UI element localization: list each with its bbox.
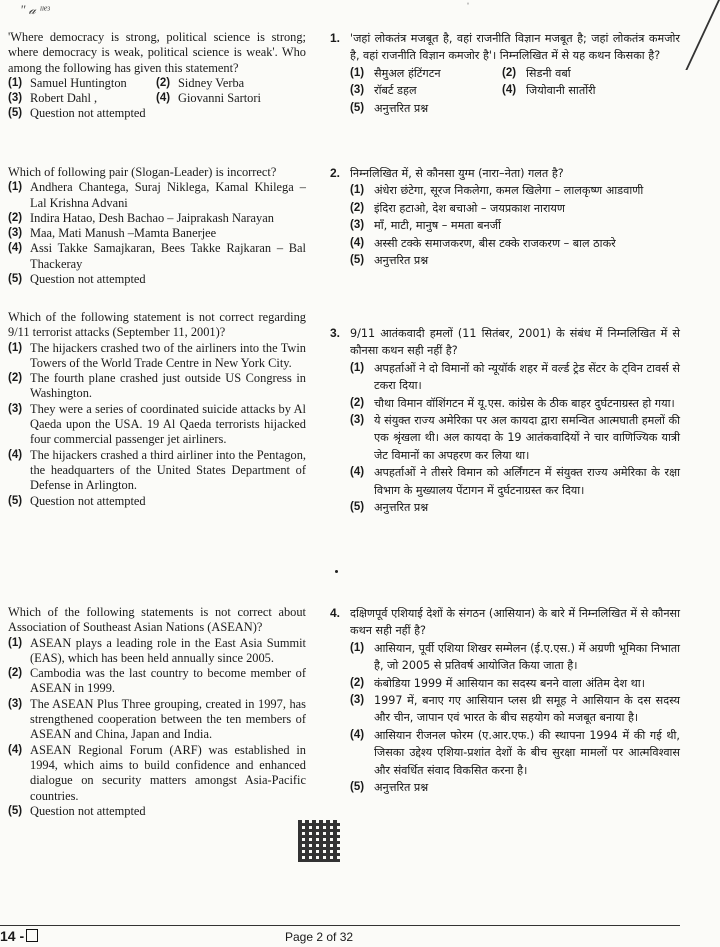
option-text: आसियान, पूर्वी एशिया शिखर सम्मेलन (ई.ए.एस.) में अग्रणी भूमिका निभाता है, जो 2005 से प्रतिवर्ष आयोजित किया जाता है।	[374, 641, 680, 673]
option-text: Question not attempted	[30, 272, 146, 287]
question-text: Which of the following statements is not correct about Association of Southeast Asian Nations (ASEAN)?	[8, 605, 306, 635]
question-number: 1.	[330, 31, 341, 45]
answer-option	[8, 636, 306, 667]
options-list	[350, 360, 680, 517]
answer-option	[8, 341, 306, 372]
option-text: Question not attempted	[30, 106, 146, 121]
options-list	[350, 640, 680, 797]
answer-option	[8, 241, 306, 272]
question-block	[330, 605, 680, 796]
answer-option	[8, 666, 306, 697]
question-number: 2.	[330, 166, 341, 180]
option-text: चौथा विमान वॉशिंगटन में यू.एस. कांग्रेस के ठीक बाहर दुर्घटनाग्रस्त हो गया।	[374, 396, 675, 410]
page-number: 14 -	[0, 928, 38, 944]
speck	[335, 570, 338, 573]
option-number: (1)	[350, 641, 365, 654]
option-number: (5)	[350, 254, 365, 267]
option-text: अपहर्ताओं ने तीसरे विमान को अर्लिंगटन में संयुक्त राज्य अमेरिका के रक्षा विभाग के मुख्यालय पेंटागन में दुर्घटनाग्रस्त कर दिया।	[374, 466, 680, 497]
answer-option	[350, 640, 680, 675]
answer-option	[350, 252, 680, 269]
option-text: The fourth plane crashed just outside US Congress in Washington.	[30, 371, 306, 401]
option-number: (5)	[350, 781, 365, 794]
options-list	[8, 180, 306, 287]
question-block	[8, 310, 306, 509]
answer-option	[350, 395, 680, 412]
option-number: (1)	[350, 184, 365, 197]
option-number: (2)	[350, 676, 365, 689]
option-number: (5)	[8, 494, 23, 507]
option-text: अनुत्तरित प्रश्न	[374, 254, 429, 268]
option-number: (4)	[350, 728, 365, 741]
option-text: The hijackers crashed a third airliner into the Pentagon, the headquarters of the United States Department of Defense in Arlington.	[30, 447, 306, 493]
answer-option	[350, 100, 680, 117]
option-number: (3)	[8, 92, 23, 105]
answer-option	[8, 106, 306, 121]
answer-option	[8, 226, 306, 241]
answer-option	[350, 779, 680, 796]
option-number: (4)	[8, 242, 23, 255]
answer-option	[8, 91, 156, 106]
option-number: (4)	[156, 92, 171, 105]
option-number: (2)	[8, 372, 23, 385]
option-text: ये संयुक्त राज्य अमेरिका पर अल कायदा द्वारा समन्वित आत्मघाती हमलों की एक श्रृंखला थी। अल कायदा के 19 आतंकवादियों ने चार वाणिज्यिक यात्री जेट विमानों का अपहरण कर लिया था।	[374, 414, 680, 462]
option-text: Samuel Huntington	[30, 75, 127, 90]
option-text: जियोवानी सार्तोरी	[526, 84, 596, 98]
option-text: Question not attempted	[30, 803, 146, 818]
option-number: (3)	[350, 694, 365, 707]
option-number: (4)	[8, 448, 23, 461]
answer-option	[8, 371, 306, 402]
answer-option	[8, 76, 156, 91]
option-text: Cambodia was the last country to become member of ASEAN in 1999.	[30, 666, 306, 696]
option-text: अनुत्तरित प्रश्न	[374, 781, 429, 795]
option-text: Indira Hatao, Desh Bachao – Jaiprakash Narayan	[30, 210, 274, 225]
answer-option	[8, 211, 306, 226]
stray-mark: ˈ	[466, 0, 470, 14]
option-number: (2)	[156, 76, 171, 89]
option-number: (4)	[502, 84, 517, 97]
option-number: (5)	[350, 501, 365, 514]
option-number: (2)	[350, 396, 365, 409]
option-text: माँ, माटी, मानुष – ममता बनर्जी	[374, 219, 501, 233]
answer-option	[350, 217, 680, 234]
question-block	[330, 325, 680, 516]
option-text: सैमुअल हंटिंगटन	[374, 66, 441, 80]
answer-option	[350, 82, 502, 99]
answer-option	[350, 727, 680, 779]
option-text: The hijackers crashed two of the airliners into the Twin Towers of the World Trade Centre in New York City.	[30, 340, 306, 370]
option-number: (3)	[350, 414, 365, 427]
option-text: 1997 में, बनाए गए आसियान प्लस थ्री समूह ने आसियान के दस सदस्य और चीन, जापान एवं भारत के बीच सहयोग को मजबूत बनाया है।	[374, 694, 680, 725]
option-number: (3)	[8, 697, 23, 710]
answer-option	[350, 182, 680, 199]
option-number: (2)	[8, 211, 23, 224]
option-text: Maa, Mati Manush –Mamta Banerjee	[30, 226, 217, 241]
option-number: (1)	[8, 636, 23, 649]
option-number: (2)	[8, 667, 23, 680]
barcode-box-icon	[26, 929, 38, 942]
answer-option	[350, 360, 680, 395]
option-text: Assi Takke Samajkaran, Bees Takke Rajkaran – Bal Thackeray	[30, 241, 306, 271]
option-text: ASEAN Regional Forum (ARF) was established in 1994, which aims to build confidence and enhanced dialogue on security matters amongst Asia-Pacific countries.	[30, 742, 306, 803]
page-footer	[0, 925, 720, 947]
option-number: (2)	[502, 66, 517, 79]
option-text: अस्सी टक्के समाजकरण, बीस टक्के राजकरण – बाल ठाकरे	[374, 236, 616, 250]
answer-option	[8, 448, 306, 494]
question-block	[8, 165, 306, 287]
footer-rule	[0, 925, 680, 926]
answer-option	[8, 494, 306, 509]
question-text: 9/11 आतंकवादी हमलों (11 सितंबर, 2001) के संबंध में निम्नलिखित में से कौनसा कथन सही नहीं है?	[350, 327, 680, 358]
option-text: अनुत्तरित प्रश्न	[374, 101, 429, 115]
option-number: (1)	[8, 76, 23, 89]
answer-option	[8, 697, 306, 743]
question-text: 'जहां लोकतंत्र मजबूत है, वहां राजनीति विज्ञान मजबूत है; जहां लोकतंत्र कमजोर है, वहां राजनीति विज्ञान कमजोर है'। निम्नलिखित में से यह कथन किसका है?	[350, 32, 680, 63]
option-text: अनुत्तरित प्रश्न	[374, 501, 429, 515]
option-number: (5)	[8, 804, 23, 817]
question-text: 'Where democracy is strong, political science is strong; where democracy is weak, political science is weak'. Who among the following has given this statement?	[8, 30, 306, 75]
question-number: 4.	[330, 606, 341, 620]
option-text: The ASEAN Plus Three grouping, created in 1997, has strengthened cooperation between the ten members of ASEAN and China, Japan and India.	[30, 696, 306, 742]
page-count: Page 2 of 32	[285, 930, 354, 944]
answer-option	[8, 272, 306, 287]
answer-option	[350, 235, 680, 252]
handwritten-scribble: ʺ 𝒶 ᶦᶦᵉᵌ	[20, 2, 50, 17]
question-text: दक्षिणपूर्व एशियाई देशों के संगठन (आसियान) के बारे में निम्नलिखित में से कौनसा कथन सही नहीं है?	[350, 607, 680, 638]
option-text: इंदिरा हटाओ, देश बचाओ – जयप्रकाश नारायण	[374, 201, 566, 215]
answer-option	[502, 82, 680, 99]
answer-option	[8, 180, 306, 211]
option-number: (5)	[8, 273, 23, 286]
answer-option	[350, 675, 680, 692]
options-list	[350, 65, 680, 117]
option-text: अंधेरा छंटेगा, सूरज निकलेगा, कमल खिलेगा – लालकृष्ण आडवाणी	[374, 184, 644, 198]
options-list	[350, 182, 680, 269]
option-text: अपहर्ताओं ने दो विमानों को न्यूयॉर्क शहर में वर्ल्ड ट्रेड सेंटर के ट्विन टावर्स से टकरा दिया।	[374, 361, 680, 393]
option-text: Andhera Chantega, Suraj Niklega, Kamal Khilega – Lal Krishna Advani	[30, 180, 306, 210]
answer-option	[8, 402, 306, 448]
answer-option	[350, 65, 502, 82]
options-list	[8, 341, 306, 509]
option-number: (1)	[8, 181, 23, 194]
answer-option	[156, 91, 306, 106]
question-text: निम्नलिखित में, से कौनसा युग्म (नारा–नेता) गलत है?	[350, 167, 564, 180]
options-list	[8, 76, 306, 122]
answer-option	[502, 65, 680, 82]
option-number: (5)	[8, 107, 23, 120]
option-text: Giovanni Sartori	[178, 91, 261, 106]
question-block	[8, 605, 306, 819]
option-text: ASEAN plays a leading role in the East Asia Summit (EAS), which has been held annually since 2005.	[30, 635, 306, 665]
option-number: (2)	[350, 201, 365, 214]
option-text: They were a series of coordinated suicide attacks by Al Qaeda upon the USA. 19 Al Qaeda terrorists hijacked four commercial passenger jet airliners.	[30, 401, 306, 447]
option-number: (1)	[350, 361, 365, 374]
option-number: (1)	[8, 341, 23, 354]
option-number: (3)	[8, 402, 23, 415]
question-text: Which of following pair (Slogan-Leader) is incorrect?	[8, 165, 277, 179]
qr-code-icon	[298, 820, 340, 862]
question-block	[8, 30, 306, 122]
option-text: कंबोडिया 1999 में आसियान का सदस्य बनने वाला अंतिम देश था।	[374, 676, 645, 690]
option-number: (4)	[350, 236, 365, 249]
question-text: Which of the following statement is not correct regarding 9/11 terrorist attacks (September 11, 2001)?	[8, 310, 306, 340]
options-list	[8, 636, 306, 820]
answer-option	[8, 804, 306, 819]
option-number: (3)	[350, 84, 365, 97]
option-text: Sidney Verba	[178, 75, 245, 90]
option-number: (4)	[350, 466, 365, 479]
question-block	[330, 165, 680, 269]
answer-option	[156, 76, 306, 91]
option-number: (4)	[8, 743, 23, 756]
question-number: 3.	[330, 326, 341, 340]
option-text: सिडनी वर्बा	[526, 66, 571, 80]
option-text: रॉबर्ट डहल	[374, 84, 417, 98]
option-number: (3)	[350, 219, 365, 232]
answer-option	[350, 499, 680, 516]
option-number: (3)	[8, 227, 23, 240]
question-block	[330, 30, 680, 117]
option-number: (5)	[350, 101, 365, 114]
option-text: Robert Dahl ,	[30, 91, 98, 106]
option-text: Question not attempted	[30, 493, 146, 508]
answer-option	[350, 200, 680, 217]
answer-option	[350, 464, 680, 499]
answer-option	[350, 412, 680, 464]
answer-option	[350, 692, 680, 727]
answer-option	[8, 743, 306, 804]
option-number: (1)	[350, 66, 365, 79]
option-text: आसियान रीजनल फोरम (ए.आर.एफ.) की स्थापना 1994 में की गई थी, जिसका उद्देश्य एशिया-प्रशांत देशों के बीच सुरक्षा मामलों पर आत्मविश्वास और संवर्धित संवाद विकसित करना है।	[374, 728, 680, 777]
